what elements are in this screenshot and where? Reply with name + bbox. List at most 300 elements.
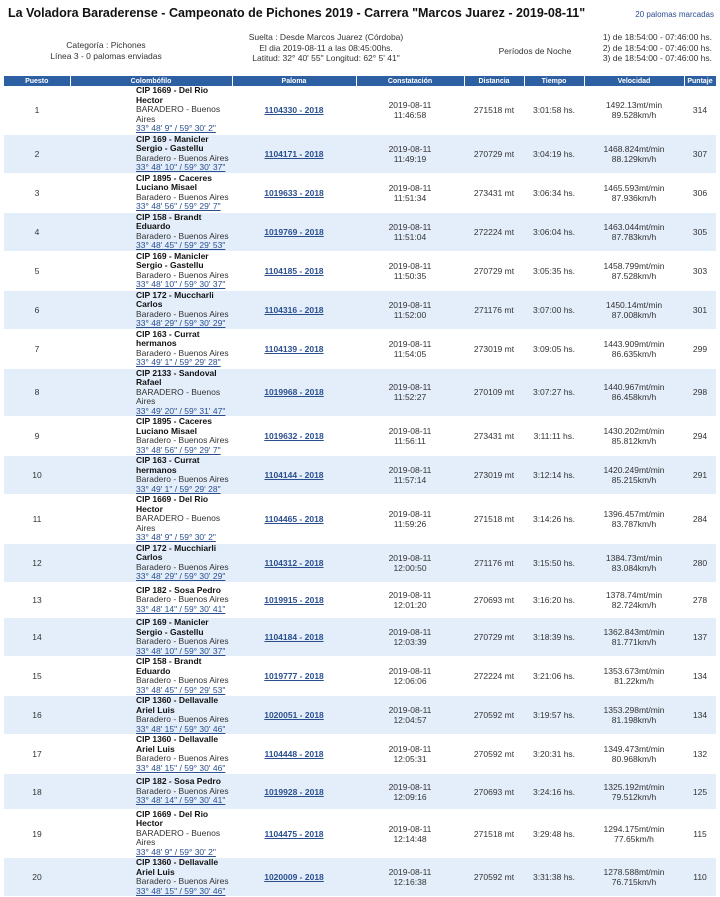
pigeon-cell (232, 774, 356, 810)
breeder-coords-link[interactable]: 33° 48' 29" / 59° 30' 29" (136, 318, 226, 328)
breeder-cell (70, 368, 232, 417)
pigeon-cell (232, 582, 356, 618)
position-cell: 6 (4, 290, 70, 329)
table-row (4, 86, 716, 134)
elapsed-time-cell: 3:14:26 hs. (524, 495, 584, 544)
distance-cell: 270592 mt (464, 858, 524, 897)
breeder-location: Baradero - Buenos Aires (136, 191, 229, 202)
arrival-date: 2019-08-11 (388, 260, 432, 271)
col-header-position[interactable]: Puesto (4, 76, 70, 86)
points-cell: 291 (684, 456, 716, 495)
pigeon-link[interactable]: 1019769 - 2018 (264, 226, 324, 237)
table-row (4, 495, 716, 544)
distance-cell: 273019 mt (464, 329, 524, 368)
position-cell: 16 (4, 696, 70, 735)
arrival-date: 2019-08-11 (388, 781, 432, 792)
arrival-time: 11:50:35 (393, 270, 427, 281)
elapsed-time-cell: 3:07:00 hs. (524, 290, 584, 329)
elapsed-time-cell: 3:07:27 hs. (524, 368, 584, 417)
speed-mt-min: 1468.824mt/min (603, 143, 665, 154)
arrival-date: 2019-08-11 (388, 823, 432, 834)
pigeon-cell (232, 134, 356, 173)
elapsed-time-cell: 3:20:31 hs. (524, 735, 584, 774)
distance-cell: 270729 mt (464, 134, 524, 173)
position-cell: 17 (4, 735, 70, 774)
pigeon-link[interactable]: 1104139 - 2018 (264, 343, 324, 354)
breeder-cell (70, 456, 232, 495)
pigeon-cell (232, 543, 356, 582)
distance-cell: 273431 mt (464, 173, 524, 212)
points-cell: 303 (684, 251, 716, 290)
points-cell: 307 (684, 134, 716, 173)
table-row (4, 134, 716, 173)
elapsed-time-cell: 3:19:57 hs. (524, 696, 584, 735)
arrival-cell (356, 212, 464, 251)
speed-cell (584, 858, 684, 897)
distance-cell: 271518 mt (464, 495, 524, 544)
arrival-time: 12:00:50 (393, 562, 427, 573)
table-row (4, 618, 716, 657)
speed-cell (584, 735, 684, 774)
speed-mt-min: 1443.909mt/min (603, 338, 665, 349)
speed-km-h: 81.22km/h (614, 676, 654, 687)
breeder-coords-link[interactable]: 33° 48' 9" / 59° 30' 2" (136, 846, 216, 857)
speed-mt-min: 1396.457mt/min (603, 508, 665, 519)
speed-cell (584, 774, 684, 810)
speed-km-h: 85.215km/h (611, 475, 657, 485)
points-cell: 301 (684, 290, 716, 329)
arrival-cell (356, 696, 464, 735)
breeder-cell (70, 696, 232, 735)
arrival-date: 2019-08-11 (388, 744, 432, 755)
breeder-name: CIP 172 - Mucchiarli Carlos (136, 542, 217, 562)
breeder-name: CIP 1669 - Del Rio Hector (136, 85, 209, 105)
breeder-location: Baradero - Buenos Aires (136, 347, 229, 358)
arrival-date: 2019-08-11 (388, 552, 432, 563)
breeder-cell (70, 251, 232, 290)
pigeon-cell (232, 456, 356, 495)
night-period: 2) de 18:54:00 - 07:46:00 hs. (602, 42, 712, 53)
pigeon-cell (232, 657, 356, 696)
breeder-cell (70, 86, 232, 134)
breeder-coords-link[interactable]: 33° 48' 15" / 59° 30' 46" (136, 762, 226, 773)
breeder-name: CIP 172 - Muccharli Carlos (136, 289, 214, 309)
pigeon-link[interactable]: 1019777 - 2018 (264, 671, 324, 682)
pigeon-link[interactable]: 1104316 - 2018 (264, 304, 324, 315)
table-row (4, 290, 716, 329)
breeder-coords-link[interactable]: 33° 48' 9" / 59° 30' 2" (136, 532, 216, 542)
arrival-time: 11:54:05 (393, 348, 427, 359)
arrival-time: 12:04:57 (393, 715, 427, 726)
speed-km-h: 81.771km/h (611, 637, 657, 648)
position-cell: 5 (4, 251, 70, 290)
breeder-coords-link[interactable]: 33° 48' 45" / 59° 29' 53" (136, 684, 226, 695)
table-header-row (4, 76, 716, 86)
breeder-name: CIP 2133 - Sandoval Rafael (136, 367, 217, 387)
arrival-date: 2019-08-11 (388, 143, 432, 154)
arrival-date: 2019-08-11 (388, 182, 432, 193)
speed-mt-min: 1458.799mt/min (603, 260, 665, 271)
breeder-coords-link[interactable]: 33° 48' 15" / 59° 30' 46" (136, 885, 226, 896)
breeder-coords-link[interactable]: 33° 48' 56" / 59° 29' 7" (136, 444, 221, 455)
distance-cell: 273431 mt (464, 417, 524, 456)
points-cell: 134 (684, 696, 716, 735)
release-date: El dia 2019-08-11 a las 08:45:00hs. (259, 42, 393, 53)
marked-pigeons-link[interactable]: 20 palomas marcadas (635, 10, 714, 19)
speed-mt-min: 1353.673mt/min (603, 666, 665, 677)
arrival-cell (356, 582, 464, 618)
col-header-distance[interactable]: Distancia (464, 76, 524, 86)
position-cell: 1 (4, 86, 70, 134)
breeder-location: Baradero - Buenos Aires (136, 675, 229, 686)
speed-cell (584, 212, 684, 251)
arrival-cell (356, 134, 464, 173)
points-cell: 132 (684, 735, 716, 774)
pigeon-link[interactable]: 1104448 - 2018 (264, 749, 324, 760)
elapsed-time-cell: 3:11:11 hs. (524, 417, 584, 456)
distance-cell: 270729 mt (464, 618, 524, 657)
position-cell: 20 (4, 858, 70, 897)
arrival-time: 12:05:31 (393, 754, 427, 765)
arrival-time: 11:52:27 (393, 392, 427, 403)
arrival-cell (356, 290, 464, 329)
pigeon-link[interactable]: 1104171 - 2018 (264, 148, 324, 159)
position-cell: 3 (4, 173, 70, 212)
arrival-date: 2019-08-11 (388, 426, 432, 436)
pigeon-link[interactable]: 1104465 - 2018 (264, 513, 324, 524)
arrival-date: 2019-08-11 (388, 299, 432, 310)
pigeon-link[interactable]: 1020051 - 2018 (264, 710, 324, 721)
points-cell: 299 (684, 329, 716, 368)
breeder-cell (70, 212, 232, 251)
pigeon-cell (232, 290, 356, 329)
pigeon-link[interactable]: 1104144 - 2018 (264, 470, 324, 480)
col-header-pigeon[interactable]: Paloma (232, 76, 356, 86)
points-cell: 125 (684, 774, 716, 810)
distance-cell: 270109 mt (464, 368, 524, 417)
breeder-cell (70, 582, 232, 618)
arrival-time: 12:03:39 (393, 637, 427, 648)
table-row (4, 858, 716, 897)
speed-km-h: 87.936km/h (611, 192, 657, 203)
col-header-arrival[interactable]: Constatación (356, 76, 464, 86)
breeder-name: CIP 169 - Manicler Sergio - Gastellu (136, 250, 209, 270)
speed-mt-min: 1349.473mt/min (603, 744, 665, 755)
points-cell: 305 (684, 212, 716, 251)
pigeon-link[interactable]: 1104185 - 2018 (264, 265, 324, 276)
table-row (4, 696, 716, 735)
position-cell: 18 (4, 774, 70, 810)
arrival-date: 2019-08-11 (388, 666, 432, 677)
pigeon-link[interactable]: 1020009 - 2018 (264, 872, 324, 883)
breeder-name: CIP 1669 - Del Rio Hector (136, 494, 209, 514)
speed-mt-min: 1450.14mt/min (605, 299, 663, 310)
breeder-cell (70, 543, 232, 582)
speed-mt-min: 1294.175mt/min (603, 823, 665, 834)
position-cell: 11 (4, 495, 70, 544)
position-cell: 14 (4, 618, 70, 657)
distance-cell: 270592 mt (464, 735, 524, 774)
breeder-coords-link[interactable]: 33° 48' 10" / 59° 30' 37" (136, 645, 226, 656)
speed-cell (584, 696, 684, 735)
breeder-location: Baradero - Buenos Aires (136, 269, 229, 280)
breeder-coords-link[interactable]: 33° 48' 45" / 59° 29' 53" (136, 240, 226, 250)
speed-km-h: 87.008km/h (611, 309, 657, 320)
arrival-date: 2019-08-11 (388, 465, 432, 475)
breeder-name: CIP 158 - Brandt Eduardo (136, 211, 202, 231)
points-cell: 294 (684, 417, 716, 456)
arrival-time: 12:01:20 (393, 599, 427, 610)
speed-km-h: 77.65km/h (614, 833, 654, 844)
breeder-location: Baradero - Buenos Aires (136, 714, 229, 725)
arrival-time: 11:49:19 (393, 153, 427, 164)
table-row (4, 329, 716, 368)
position-cell: 2 (4, 134, 70, 173)
arrival-cell (356, 809, 464, 858)
elapsed-time-cell: 3:18:39 hs. (524, 618, 584, 657)
speed-km-h: 80.968km/h (611, 754, 657, 765)
speed-km-h: 85.812km/h (611, 436, 657, 446)
breeder-coords-link[interactable]: 33° 49' 1" / 59° 29' 28" (136, 357, 221, 367)
arrival-time: 11:51:04 (393, 231, 427, 242)
breeder-location: Baradero - Buenos Aires (136, 474, 229, 484)
pigeon-cell (232, 735, 356, 774)
speed-km-h: 87.783km/h (611, 231, 657, 242)
distance-cell: 273019 mt (464, 456, 524, 495)
arrival-time: 11:57:14 (393, 475, 427, 485)
release-coords: Latitud: 32° 40' 55" Longitud: 62° 5' 41" (252, 53, 400, 63)
speed-mt-min: 1440.967mt/min (603, 382, 665, 393)
table-row (4, 368, 716, 417)
distance-cell: 270729 mt (464, 251, 524, 290)
pigeon-link[interactable]: 1104330 - 2018 (264, 104, 324, 115)
distance-cell: 270592 mt (464, 696, 524, 735)
speed-mt-min: 1384.73mt/min (605, 552, 663, 563)
breeder-location: Baradero - Buenos Aires (136, 435, 229, 445)
breeder-coords-link[interactable]: 33° 48' 15" / 59° 30' 46" (136, 723, 226, 734)
table-row (4, 657, 716, 696)
pigeon-link[interactable]: 1104475 - 2018 (264, 828, 324, 839)
pigeon-link[interactable]: 1019632 - 2018 (264, 431, 324, 441)
elapsed-time-cell: 3:31:38 hs. (524, 858, 584, 897)
position-cell: 4 (4, 212, 70, 251)
speed-cell (584, 809, 684, 858)
breeder-coords-link[interactable]: 33° 48' 56" / 59° 29' 7" (136, 201, 221, 211)
pigeon-link[interactable]: 1104312 - 2018 (264, 557, 324, 568)
speed-cell (584, 618, 684, 657)
distance-cell: 272224 mt (464, 657, 524, 696)
points-cell: 134 (684, 657, 716, 696)
col-header-breeder[interactable]: Colombófilo (70, 76, 232, 86)
distance-cell: 270693 mt (464, 582, 524, 618)
arrival-date: 2019-08-11 (388, 382, 432, 393)
elapsed-time-cell: 3:29:48 hs. (524, 809, 584, 858)
arrival-cell (356, 858, 464, 897)
arrival-date: 2019-08-11 (388, 627, 432, 638)
breeder-cell (70, 173, 232, 212)
speed-cell (584, 173, 684, 212)
breeder-name: CIP 1895 - Caceres Luciano Misael (136, 172, 212, 192)
speed-km-h: 81.198km/h (611, 715, 657, 726)
pigeon-link[interactable]: 1019915 - 2018 (264, 594, 324, 605)
distance-cell: 272224 mt (464, 212, 524, 251)
breeder-location: Baradero - Buenos Aires (136, 636, 229, 647)
pigeon-link[interactable]: 1019633 - 2018 (264, 187, 324, 198)
points-cell: 280 (684, 543, 716, 582)
breeder-coords-link[interactable]: 33° 48' 10" / 59° 30' 37" (136, 279, 226, 289)
elapsed-time-cell: 3:21:06 hs. (524, 657, 584, 696)
elapsed-time-cell: 3:12:14 hs. (524, 456, 584, 495)
position-cell: 19 (4, 809, 70, 858)
breeder-coords-link[interactable]: 33° 48' 10" / 59° 30' 37" (136, 162, 226, 172)
breeder-coords-link[interactable]: 33° 49' 20" / 59° 31' 47" (136, 405, 226, 416)
pigeon-cell (232, 212, 356, 251)
pigeon-cell (232, 696, 356, 735)
pigeon-cell (232, 417, 356, 456)
breeder-cell (70, 809, 232, 858)
table-row (4, 417, 716, 456)
col-header-speed[interactable]: Velocidad (584, 76, 684, 86)
results-body (4, 86, 716, 897)
distance-cell: 271518 mt (464, 809, 524, 858)
elapsed-time-cell: 3:15:50 hs. (524, 543, 584, 582)
night-periods-label: Períodos de Noche (498, 46, 572, 56)
elapsed-time-cell: 3:01:58 hs. (524, 86, 584, 134)
speed-cell (584, 134, 684, 173)
arrival-date: 2019-08-11 (388, 867, 432, 878)
speed-cell (584, 657, 684, 696)
pigeon-link[interactable]: 1019928 - 2018 (264, 786, 324, 797)
breeder-location: Baradero - Buenos Aires (136, 152, 229, 163)
breeder-coords-link[interactable]: 33° 48' 29" / 59° 30' 29" (136, 571, 226, 581)
breeder-name: CIP 1360 - Dellavalle Ariel Luis (136, 734, 219, 754)
breeder-location: Baradero - Buenos Aires (136, 785, 229, 796)
breeder-name: CIP 182 - Sosa Pedro (136, 584, 221, 595)
table-row (4, 543, 716, 582)
col-header-time[interactable]: Tiempo (524, 76, 584, 86)
speed-km-h: 82.724km/h (611, 599, 657, 610)
breeder-coords-link[interactable]: 33° 48' 14" / 59° 30' 41" (136, 603, 226, 614)
arrival-time: 11:51:34 (393, 192, 427, 203)
night-periods-list (588, 32, 712, 64)
results-table (4, 76, 717, 897)
table-row (4, 251, 716, 290)
points-cell: 115 (684, 809, 716, 858)
arrival-date: 2019-08-11 (388, 99, 432, 110)
arrival-date: 2019-08-11 (388, 589, 432, 600)
pigeon-link[interactable]: 1019968 - 2018 (264, 387, 324, 398)
release-info (246, 32, 406, 64)
speed-cell (584, 495, 684, 544)
arrival-time: 11:46:58 (393, 109, 427, 120)
table-row (4, 212, 716, 251)
speed-mt-min: 1463.044mt/min (603, 221, 665, 232)
breeder-cell (70, 858, 232, 897)
distance-cell: 271176 mt (464, 543, 524, 582)
arrival-date: 2019-08-11 (388, 508, 432, 519)
arrival-cell (356, 618, 464, 657)
speed-km-h: 76.715km/h (611, 877, 657, 888)
speed-cell (584, 582, 684, 618)
elapsed-time-cell: 3:24:16 hs. (524, 774, 584, 810)
speed-km-h: 86.458km/h (611, 392, 657, 403)
night-period: 1) de 18:54:00 - 07:46:00 hs. (602, 32, 712, 42)
breeder-coords-link[interactable]: 33° 49' 1" / 59° 29' 28" (136, 483, 221, 494)
category-label: Categoría : Pichones (66, 40, 146, 50)
arrival-time: 12:06:06 (393, 676, 427, 687)
distance-cell: 271518 mt (464, 86, 524, 134)
speed-mt-min: 1492.13mt/min (605, 99, 663, 110)
speed-cell (584, 417, 684, 456)
breeder-location: Baradero - Buenos Aires (136, 308, 229, 319)
arrival-time: 12:16:38 (393, 877, 427, 888)
breeder-location: Baradero - Buenos Aires (136, 594, 229, 605)
arrival-date: 2019-08-11 (388, 705, 432, 716)
arrival-cell (356, 495, 464, 544)
pigeon-link[interactable]: 1104184 - 2018 (264, 632, 324, 643)
breeder-location: Baradero - Buenos Aires (136, 876, 229, 887)
position-cell: 10 (4, 456, 70, 495)
table-row (4, 582, 716, 618)
speed-mt-min: 1430.202mt/min (603, 426, 665, 436)
category-info (36, 40, 176, 62)
points-cell: 137 (684, 618, 716, 657)
speed-cell (584, 290, 684, 329)
pigeon-cell (232, 618, 356, 657)
breeder-coords-link[interactable]: 33° 48' 14" / 59° 30' 41" (136, 795, 226, 806)
pigeon-cell (232, 858, 356, 897)
speed-mt-min: 1378.74mt/min (605, 589, 663, 600)
speed-km-h: 83.787km/h (611, 518, 657, 529)
breeder-location: Baradero - Buenos Aires (136, 230, 229, 241)
breeder-location: Baradero - Buenos Aires (136, 753, 229, 764)
breeder-cell (70, 774, 232, 810)
arrival-time: 11:56:11 (394, 436, 426, 446)
pigeon-cell (232, 368, 356, 417)
breeder-cell (70, 735, 232, 774)
speed-cell (584, 86, 684, 134)
breeder-cell (70, 657, 232, 696)
breeder-name: CIP 163 - Currat hermanos (136, 328, 200, 348)
position-cell: 15 (4, 657, 70, 696)
speed-km-h: 86.635km/h (611, 348, 657, 359)
arrival-cell (356, 657, 464, 696)
position-cell: 9 (4, 417, 70, 456)
speed-km-h: 87.528km/h (611, 270, 657, 281)
arrival-time: 12:09:16 (393, 791, 427, 802)
breeder-name: CIP 1360 - Dellavalle Ariel Luis (136, 857, 219, 877)
speed-mt-min: 1278.588mt/min (603, 867, 665, 878)
col-header-points[interactable]: Puntaje (684, 76, 716, 86)
speed-cell (584, 543, 684, 582)
speed-km-h: 89.528km/h (611, 109, 657, 120)
breeder-name: CIP 182 - Sosa Pedro (136, 776, 221, 787)
points-cell: 110 (684, 858, 716, 897)
position-cell: 8 (4, 368, 70, 417)
elapsed-time-cell: 3:06:34 hs. (524, 173, 584, 212)
breeder-cell (70, 290, 232, 329)
breeder-location: BARADERO - Buenos Aires (136, 827, 221, 848)
breeder-cell (70, 495, 232, 544)
breeder-cell (70, 134, 232, 173)
points-cell: 298 (684, 368, 716, 417)
table-row (4, 774, 716, 810)
breeder-name: CIP 1360 - Dellavalle Ariel Luis (136, 695, 219, 715)
elapsed-time-cell: 3:05:35 hs. (524, 251, 584, 290)
breeder-coords-link[interactable]: 33° 48' 9" / 59° 30' 2" (136, 123, 216, 133)
breeder-location: BARADERO - Buenos Aires (136, 513, 221, 533)
speed-cell (584, 251, 684, 290)
